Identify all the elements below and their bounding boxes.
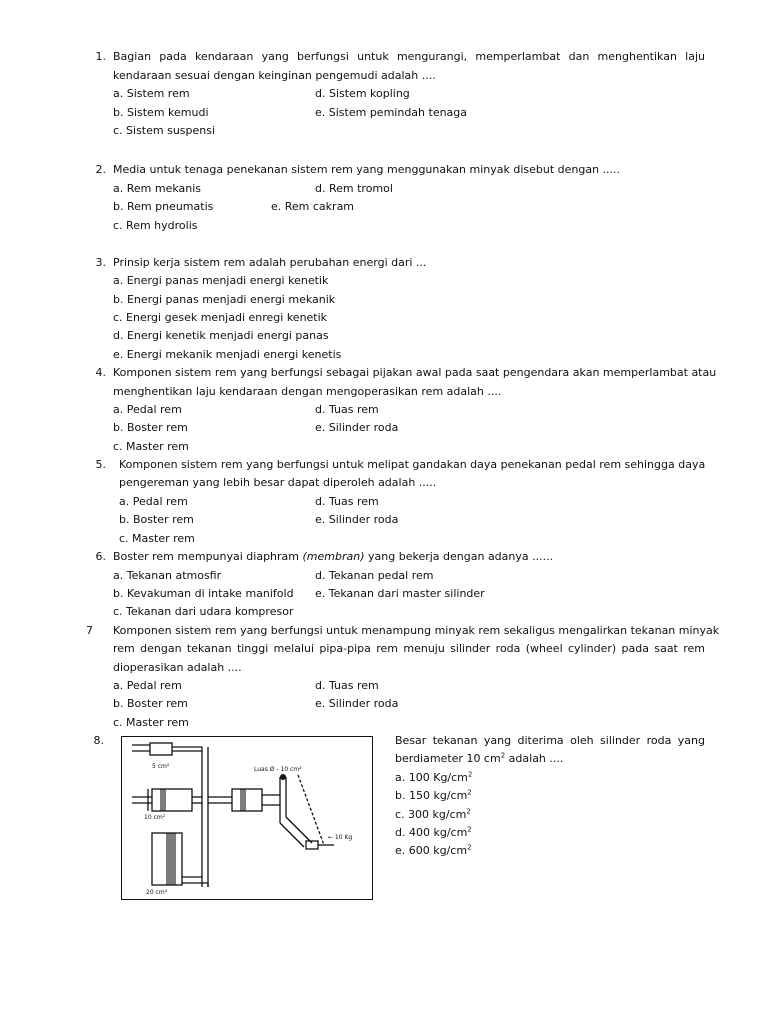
- hydraulic-diagram: [122, 737, 374, 901]
- option-a: a. Pedal rem: [119, 495, 188, 508]
- option-e: e. Silinder roda: [315, 697, 399, 710]
- option-e: e. Energi mekanik menjadi energi kenetis: [113, 348, 342, 361]
- superscript: 2: [466, 807, 471, 816]
- option-e: e. Silinder roda: [315, 421, 399, 434]
- question-text-line: kendaraan sesuai dengan keinginan pengemudi adalah ....: [113, 69, 436, 82]
- text-post: adalah ....: [505, 752, 564, 765]
- option-a: a. Energi panas menjadi energi kenetik: [113, 274, 329, 287]
- option-e: [395, 844, 472, 858]
- option-d: d. Sistem kopling: [315, 87, 410, 100]
- question-number: 4.: [95, 366, 106, 379]
- question-text-line: Media untuk tenaga penekanan sistem rem yang menggunakan minyak disebut dengan .....: [113, 163, 621, 176]
- option-text: d. 400 kg/cm: [395, 826, 468, 839]
- option-e: e. Silinder roda: [315, 513, 399, 526]
- option-a: a. Sistem rem: [113, 87, 190, 100]
- option-d: d. Rem tromol: [315, 182, 393, 195]
- question-number: 3.: [95, 256, 106, 269]
- option-c: c. Master rem: [113, 440, 189, 453]
- question-text-line: Bagian pada kendaraan yang berfungsi untuk mengurangi, memperlambat dan menghentikan laju: [113, 50, 705, 63]
- superscript: 2: [500, 751, 506, 760]
- question-text-line: pengereman yang lebih besar dapat diperoleh adalah .....: [119, 476, 437, 489]
- option-b: b. Sistem kemudi: [113, 106, 209, 119]
- option-text: b. 150 kg/cm: [395, 789, 468, 802]
- option-b: b. Boster rem: [113, 697, 188, 710]
- option-text: a. 100 Kg/cm: [395, 771, 468, 784]
- option-b: b. Rem pneumatis: [113, 200, 214, 213]
- middle-cylinder: [152, 789, 192, 811]
- hatched-piston: [166, 833, 176, 885]
- option-c: [395, 808, 471, 822]
- question-text-italic: (membran): [302, 550, 365, 563]
- option-a: [395, 771, 472, 785]
- option-text: c. 300 kg/cm: [395, 808, 467, 821]
- option-b: b. Energi panas menjadi energi mekanik: [113, 293, 336, 306]
- label-area-top: 5 cm²: [152, 763, 170, 770]
- option-d: [395, 826, 472, 840]
- option-c: c. Master rem: [113, 716, 189, 729]
- option-c: c. Master rem: [119, 532, 195, 545]
- superscript: 2: [467, 788, 472, 797]
- option-d: d. Tuas rem: [315, 495, 379, 508]
- question-text-line: Prinsip kerja sistem rem adalah perubahan energi dari ...: [113, 256, 427, 269]
- superscript: 2: [467, 770, 473, 779]
- question-number: 8.: [93, 734, 104, 747]
- question-text-line: [113, 550, 553, 564]
- option-b: b. Kevakuman di intake manifold: [113, 587, 294, 600]
- question-number: 6.: [95, 550, 106, 563]
- question-number: 2.: [95, 163, 106, 176]
- question-text-line: rem dengan tekanan tinggi melalui pipa-pipa rem menuju silinder roda (wheel cylinder) pada saat rem: [113, 642, 705, 655]
- question-text-line: dioperasikan adalah ....: [113, 661, 242, 674]
- option-d: d. Energi kenetik menjadi energi panas: [113, 329, 329, 342]
- option-d: d. Tekanan pedal rem: [315, 569, 434, 582]
- dimension-line: [298, 775, 324, 845]
- option-d: d. Tuas rem: [315, 403, 379, 416]
- option-a: a. Pedal rem: [113, 403, 182, 416]
- question-number: 5.: [95, 458, 106, 471]
- option-c: c. Sistem suspensi: [113, 124, 216, 137]
- option-d: d. Tuas rem: [315, 679, 379, 692]
- superscript: 2: [467, 843, 472, 852]
- label-force: ← 10 Kg: [328, 834, 353, 841]
- question-number: 1.: [95, 50, 106, 63]
- superscript: 2: [467, 825, 472, 834]
- hydraulic-diagram-figure: [121, 736, 373, 900]
- option-c: c. Tekanan dari udara kompresor: [113, 605, 294, 618]
- text-pre: berdiameter 10 cm: [395, 752, 501, 765]
- option-text: e. 600 kg/cm: [395, 844, 468, 857]
- option-e: e. Rem cakram: [271, 200, 355, 213]
- question-text-pre: Boster rem mempunyai diaphram: [113, 550, 303, 563]
- label-area-mid: 10 cm²: [144, 814, 166, 821]
- option-b: b. Boster rem: [119, 513, 194, 526]
- option-e: e. Tekanan dari master silinder: [315, 587, 485, 600]
- option-e: e. Sistem pemindah tenaga: [315, 106, 468, 119]
- question-text-line: Komponen sistem rem yang berfungsi untuk melipat gandakan daya penekanan pedal rem sehingga daya: [119, 458, 706, 471]
- option-b: b. Boster rem: [113, 421, 188, 434]
- label-lever: Luas Ø - 10 cm²: [254, 766, 302, 773]
- question-text-line: Komponen sistem rem yang berfungsi untuk menampung minyak rem sekaligus mengalirkan tekanan minyak: [113, 624, 720, 637]
- option-a: a. Rem mekanis: [113, 182, 202, 195]
- option-c: c. Energi gesek menjadi enregi kenetik: [113, 311, 328, 324]
- option-b: [395, 789, 472, 803]
- question-text-line: [395, 752, 563, 766]
- wheel-cylinder: [232, 789, 262, 811]
- question-text-line: Besar tekanan yang diterima oleh silinder roda yang: [395, 734, 705, 747]
- label-area-bottom: 20 cm²: [146, 889, 168, 896]
- option-a: a. Pedal rem: [113, 679, 182, 692]
- question-text-post: yang bekerja dengan adanya ......: [364, 550, 554, 563]
- option-a: a. Tekanan atmosfir: [113, 569, 222, 582]
- small-cylinder-top: [150, 743, 172, 755]
- question-text-line: Komponen sistem rem yang berfungsi sebagai pijakan awal pada saat pengendara akan memperlambat atau: [113, 366, 717, 379]
- question-text-line: menghentikan laju kendaraan dengan mengoperasikan rem adalah ....: [113, 385, 502, 398]
- question-number: 7: [86, 624, 93, 637]
- option-c: c. Rem hydrolis: [113, 219, 198, 232]
